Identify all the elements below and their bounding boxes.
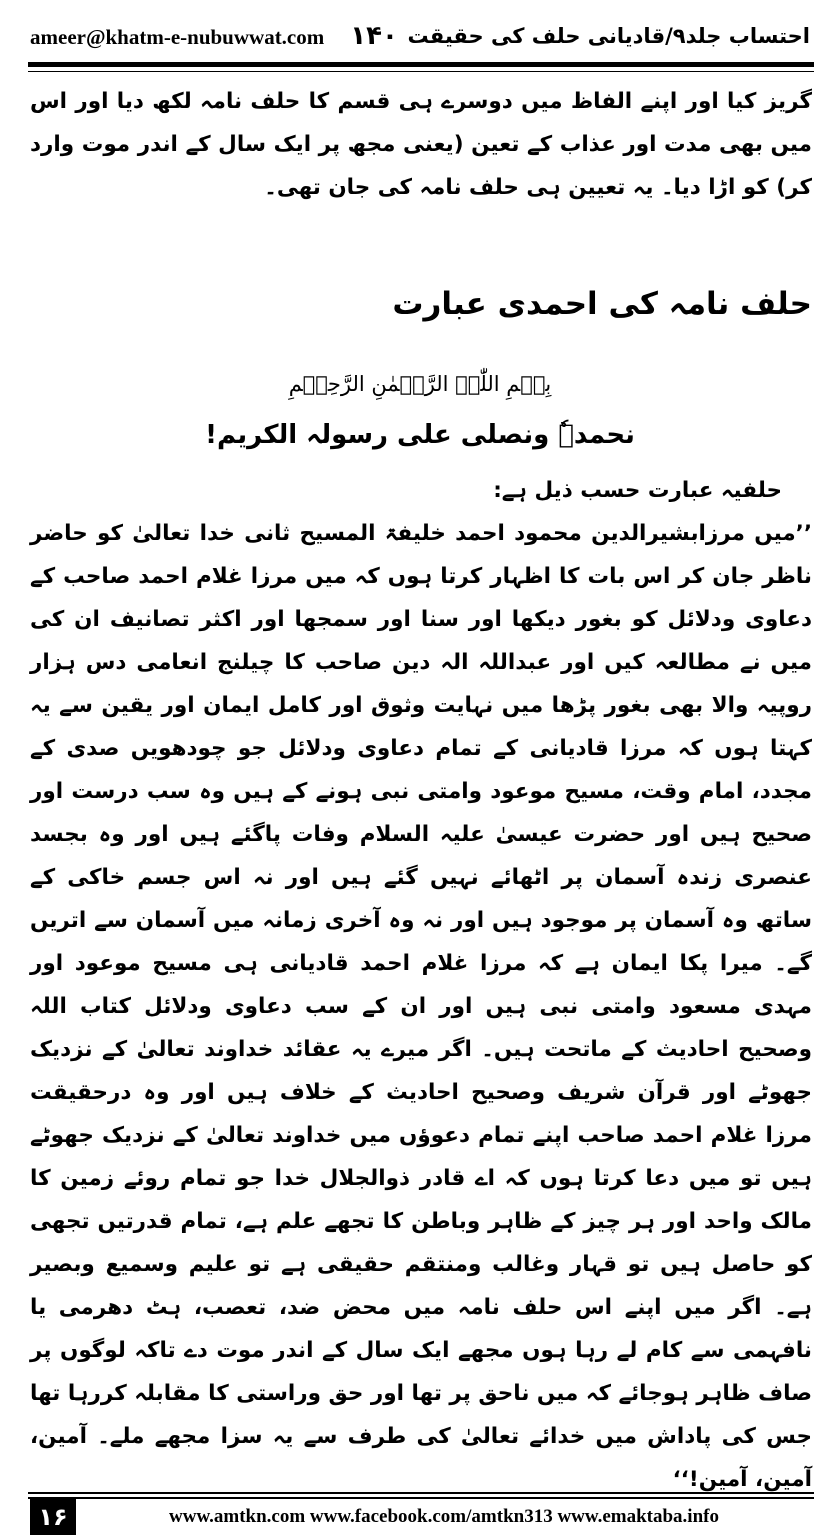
header-rule-thin (28, 71, 814, 72)
header-left-group (30, 21, 398, 51)
running-title: احتساب جلد۹/قادیانی حلف کی حقیقت (407, 24, 810, 48)
bismillah: بِسۡمِ اللّٰہِ الرَّحۡمٰنِ الرَّحِیۡمِ (288, 372, 552, 396)
footer-links: www.amtkn.com www.facebook.com/amtkn313 www.emaktaba.info (169, 1506, 719, 1527)
header-email: ameer@khatm-e-nubuwwat.com (30, 25, 325, 49)
page-footer (30, 1498, 812, 1536)
paragraph-intro-text: گریز کیا اور اپنے الفاظ میں دوسرے ہی قسم کا حلف نامہ لکھ دیا اور اس میں بھی مدت اور عذاب کے تعین (یعنی مجھ پر ایک سال کے اندر موت وارد کر) کو اڑا دیا۔ یہ تعیین ہی حلف نامہ کی جان تھی۔ (30, 89, 812, 200)
footer-page-number: ۱۶ (30, 1499, 76, 1535)
oath-text: ’’میں مرزابشیرالدین محمود احمد خلیفۃ المسیح ثانی خدا تعالیٰ کو حاضر ناظر جان کر اس بات کا اظہار کرتا ہوں کہ میں مرزا غلام احمد صاحب کے دعاوی ودلائل کو بغور دیکھا اور سنا اور سمجھا اور اکثر تصانیف ان کی میں نے مطالعہ کیں اور عبداللہ الہ دین صاحب کا چیلنج انعامی دس ہزار روپیہ والا بھی بغور پڑھا میں نہایت وثوق اور کامل ایمان اور یقین سے یہ کہتا ہوں کہ مرزا قادیانی کے تمام دعاوی ودلائل جو چودھویں صدی کے مجدد، امام وقت، مسیح موعود وامتی نبی ہونے کے ہیں وہ سب درست اور صحیح ہیں اور حضرت عیسیٰ علیہ السلام وفات پاگئے ہیں اور وہ بجسد عنصری زندہ آسمان پر اٹھائے نہیں گئے ہیں اور نہ اس جسم خاکی کے ساتھ وہ آسمان پر موجود ہیں اور نہ وہ آخری زمانہ میں آسمان سے اتریں گے۔ میرا پکا ایمان ہے کہ مرزا غلام احمد قادیانی ہی مسیح موعود اور مہدی مسعود وامتی نبی ہیں اور ان کے سب دعاوی ودلائل کتاب اللہ وصحیح احادیث کے ماتحت ہیں۔ اگر میرے یہ عقائد خداوند تعالیٰ کے نزدیک جھوٹے اور قرآن شریف وصحیح احادیث کے خلاف ہیں اور وہ درحقیقت مرزا غلام احمد صاحب اپنے تمام دعوؤں میں خداوند تعالیٰ کے نزدیک جھوٹے ہیں تو میں دعا کرتا ہوں کہ اے قادر ذوالجلال خدا جو تمام روئے زمین کا مالک واحد اور ہر چیز کے ظاہر وباطن کا تجھے علم ہے، تمام قدرتیں تجھی کو حاصل ہیں تو قہار وغالب ومنتقم حقیقی ہے تو علیم وسمیع وبصیر ہے۔ اگر میں اپنے اس حلف نامہ میں محض ضد، تعصب، ہٹ دھرمی یا نافہمی سے کام لے رہا ہوں مجھے ایک سال کے اندر موت دے تاکہ لوگوں پر صاف ظاہر ہوجائے کہ میں ناحق پر تھا اور حق وراستی کا مقابلہ کررہا تھا جس کی پاداش میں خدائے تعالیٰ کی طرف سے یہ سزا مجھے ملے۔ آمین، آمین، آمین!‘‘ (30, 521, 812, 1492)
oath-intro: حلفیہ عبارت حسب ذیل ہے: (493, 478, 782, 503)
header-rule-thick (28, 62, 814, 67)
footer-rule-top (28, 1492, 814, 1494)
section-heading: حلف نامہ کی احمدی عبارت (392, 286, 812, 322)
praise-line: نحمدہٗ ونصلی علی رسولہ الکریم! (205, 420, 635, 450)
header-page-number: ۱۴۰ (350, 21, 398, 51)
page-header (30, 14, 810, 58)
